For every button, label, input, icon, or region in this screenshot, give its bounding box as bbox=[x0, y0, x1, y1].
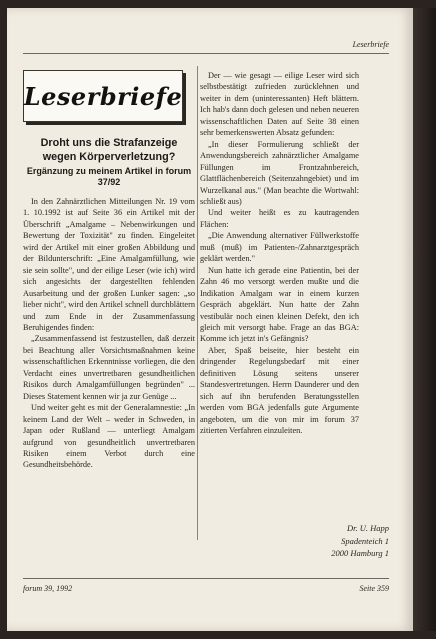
author-name: Dr. U. Happ bbox=[346, 523, 389, 533]
article-headline: Droht uns die Strafanzeige wegen Körperverletzung? bbox=[40, 137, 178, 163]
footer-issue: forum 39, 1992 bbox=[23, 584, 73, 593]
paragraph: Nun hatte ich gerade eine Patientin, bei der Zahn 46 mo versorgt werden mußte und die Indikation Amalgam war in einem kurzen Gespräch abgeklärt. Nun hatte der Zahn vestibulär noch einen kleinen Defekt, den ich gleich mit versorgt habe. Frage an das BGA: Komme ich jetzt in's Gefängnis? bbox=[200, 265, 359, 344]
paragraph: Und weiter geht es mit der Generalamnestie: „In keinem Land der Welt – weder in Schweden, in Japan oder Rußland — unterliegt Amalgam aufgrund von gesundheitlich unvertretbaren Risiken einem Verbot durch eine Gesundheitsbehörde. bbox=[23, 403, 195, 470]
text-column-left bbox=[23, 196, 195, 471]
paragraph: Der — wie gesagt — eilige Leser wird sich selbstbestätigt zufrieden zurücklehnen und weiter in dem (uninteressanten) Heft blättern. Ich hab's dann doch gelesen und neben neueren wissenschaftlichen Daten auf Seite 38 einen sehr bemerkenswerten Absatz gefunden: bbox=[200, 71, 359, 138]
article-subheadline: Ergänzung zu meinem Artikel in forum 37/92 bbox=[26, 166, 192, 187]
column-divider bbox=[197, 66, 198, 540]
section-logo-box bbox=[23, 70, 183, 122]
footer-page-number: Seite 359 bbox=[359, 584, 389, 593]
paragraph: Und weiter heißt es zu kautragenden Flächen: bbox=[200, 208, 359, 229]
paragraph: „Die Anwendung alternativer Füllwerkstoffe muß (muß) im Patienten-/Zahnarztgespräch geklärt werden." bbox=[200, 231, 359, 264]
author-street: Spadenteich 1 bbox=[341, 535, 389, 546]
header-rule bbox=[23, 53, 389, 54]
running-head: Leserbriefe bbox=[352, 40, 389, 49]
article-headline-block bbox=[23, 136, 195, 188]
section-logo: Leserbriefe bbox=[23, 81, 183, 111]
paragraph: In den Zahnärztlichen Mitteilungen Nr. 19 vom 1. 10.1992 ist auf Seite 36 ein Artikel mit der Überschrift „Amalgame – Nebenwirkungen und Bewertung der Toxizität" zu finden. Eingeleitet wird der Artikel mit einer großen Abbildung und der Bildunterschrift: „Eine Amalgamfüllung, wie sie sein sollte", und der eilige Leser (wie ich) wird sich angesichts der dargestellten fehlenden Ausarbeitung und der großen Lunker sagen: „so lieber nicht", wird den Artikel schnell durchblättern und zum Ende in der Zusammenfassung Beruhigendes finden: bbox=[23, 197, 195, 332]
page-edge-shadow bbox=[413, 8, 436, 631]
footer-rule bbox=[23, 578, 389, 579]
paragraph: „In dieser Formulierung schließt der Anwendungsbereich zahnärztlicher Amalgame Füllungen im Frontzahnbereich, Glattflächenbereich (Seitenzahngebiet) und im Wurzelkanal aus." (Man beachte die Wortwahl: schließt aus) bbox=[200, 139, 359, 206]
paragraph: „Zusammenfassend ist festzustellen, daß derzeit bei Beachtung aller Vorsichtsmaßnahmen keine wissenschaftlichen Erkenntnisse vorliegen, die den Verdacht eines unvertretbaren gesundheitlichen Risikos durch Amalgamfüllungen begründen" ... Dieses Statement kennen wir ja zur Genüge ... bbox=[23, 334, 195, 401]
paragraph: Aber, Spaß beiseite, hier besteht ein dringender Regelungsbedarf mit einer definitiven Lösung seitens unserer Standesvertretungen. Herrn Daunderer und den sich auf ihn berufenden Beratungsstellen werden vom BGA jedenfalls gute Argumente angeboten, um die von mir im forum 37 zitierten Verfahren einzuleiten. bbox=[200, 345, 359, 436]
author-city: 2000 Hamburg 1 bbox=[331, 548, 389, 558]
text-column-right bbox=[200, 70, 359, 437]
signature-block bbox=[331, 522, 389, 560]
